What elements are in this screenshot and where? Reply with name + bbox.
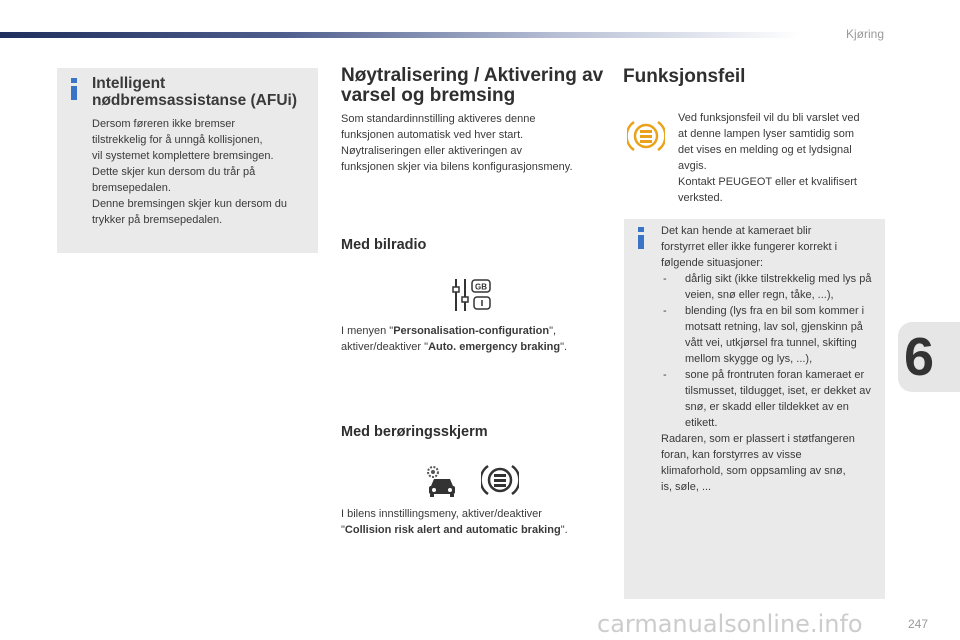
afu-line: bremsepedalen. <box>92 182 171 194</box>
camera-info-body <box>661 223 883 495</box>
text-fragment: ". <box>560 341 568 353</box>
list-item-text: dårlig sikt (ikke tilstrekkelig med lys på veien, snø eller regn, tåke, ...), <box>685 273 872 301</box>
info-line: følgende situasjoner: <box>661 257 764 269</box>
svg-text:GB: GB <box>475 282 487 292</box>
watermark: carmanualsonline.info <box>597 610 863 638</box>
fault-line: Ved funksjonsfeil vil du bli varslet ved <box>678 112 860 124</box>
text-fragment: ", <box>549 325 557 337</box>
list-item-text: blending (lys fra en bil som kommer i motsatt retning, lav sol, gjenskinn på vått vei, utkjørsel fra tunnel, skifting mellom skygge og lys, ...), <box>685 305 865 365</box>
settings-sliders-gb-icon <box>451 277 493 318</box>
intro-line: funksjonen automatisk ved hver start. <box>341 129 524 141</box>
collision-alert-warning-icon <box>627 119 665 158</box>
bullet-dash: - <box>663 273 667 285</box>
afu-title: Intelligent nødbremsassistanse (AFUi) <box>92 75 297 109</box>
car-settings-icon <box>423 462 459 503</box>
fault-title: Funksjonsfeil <box>623 66 746 87</box>
bullet-dash: - <box>663 305 667 317</box>
info-icon <box>637 227 643 253</box>
info-line: forstyrret eller ikke fungerer korrekt i <box>661 241 838 253</box>
text-fragment: ". <box>560 524 568 536</box>
text-fragment: I menyen " <box>341 325 394 337</box>
chapter-tab <box>898 322 960 392</box>
afu-info-box <box>57 68 318 253</box>
touchscreen-heading: Med berøringsskjerm <box>341 424 488 440</box>
list-item <box>661 271 883 303</box>
afu-line: vil systemet komplettere bremsingen. <box>92 150 274 162</box>
list-item <box>661 303 883 367</box>
info-line: Det kan hende at kameraet blir <box>661 225 812 237</box>
fault-line: Kontakt PEUGEOT eller et kvalifisert <box>678 176 857 188</box>
intro-line: funksjonen skjer via bilens konfigurasjonsmeny. <box>341 161 573 173</box>
text-fragment: aktiver/deaktiver " <box>341 341 429 353</box>
afu-body <box>92 116 317 228</box>
text-fragment: " <box>341 524 345 536</box>
afu-line: Dersom føreren ikke bremser <box>92 118 236 130</box>
afu-line: trykker på bremsepedalen. <box>92 214 223 226</box>
info-icon <box>70 78 76 104</box>
text-fragment: I bilens innstillingsmeny, aktiver/deaktiver <box>341 508 542 520</box>
page-number: 247 <box>908 617 929 631</box>
list-item-text: sone på frontruten foran kameraet er tilsmusset, tildugget, iset, er dekket av snø, er skadd eller tildekket av en etikett. <box>685 369 871 429</box>
header-bar <box>0 32 800 38</box>
afu-line: Dette skjer kun dersom du trår på <box>92 166 256 178</box>
menu-label: Personalisation-configuration <box>393 325 550 337</box>
afu-line: Denne bremsingen skjer kun dersom du <box>92 198 288 210</box>
option-label: Auto. emergency braking <box>428 341 561 353</box>
info-line: Radaren, som er plassert i støtfangeren <box>661 433 855 445</box>
bullet-dash: - <box>663 369 667 381</box>
collision-alert-icon <box>481 463 519 502</box>
fault-line: det vises en melding og et lydsignal <box>678 144 852 156</box>
afu-line: tilstrekkelig for å unngå kollisjonen, <box>92 134 263 146</box>
radio-instruction <box>341 323 616 355</box>
intro-line: Nøytraliseringen eller aktiveringen av <box>341 145 522 157</box>
info-line: klimaforhold, som oppsamling av snø, <box>661 465 846 477</box>
option-label: Collision risk alert and automatic braking <box>344 524 561 536</box>
radio-heading: Med bilradio <box>341 237 427 253</box>
chapter-title: Kjøring <box>845 27 884 41</box>
chapter-number: 6 <box>904 327 935 387</box>
neutralisation-title: Nøytralisering / Aktivering av varsel og bremsing <box>341 65 604 106</box>
fault-line: avgis. <box>678 160 707 172</box>
fault-description <box>678 110 888 206</box>
fault-line: at denne lampen lyser samtidig som <box>678 128 855 140</box>
list-item <box>661 367 883 431</box>
camera-info-box <box>624 219 885 599</box>
info-line: foran, kan forstyrres av visse <box>661 449 802 461</box>
info-line: is, søle, ... <box>661 481 712 493</box>
touchscreen-instruction <box>341 506 616 538</box>
fault-line: verksted. <box>678 192 723 204</box>
intro-line: Som standardinnstilling aktiveres denne <box>341 113 536 125</box>
neutralisation-intro <box>341 111 611 175</box>
